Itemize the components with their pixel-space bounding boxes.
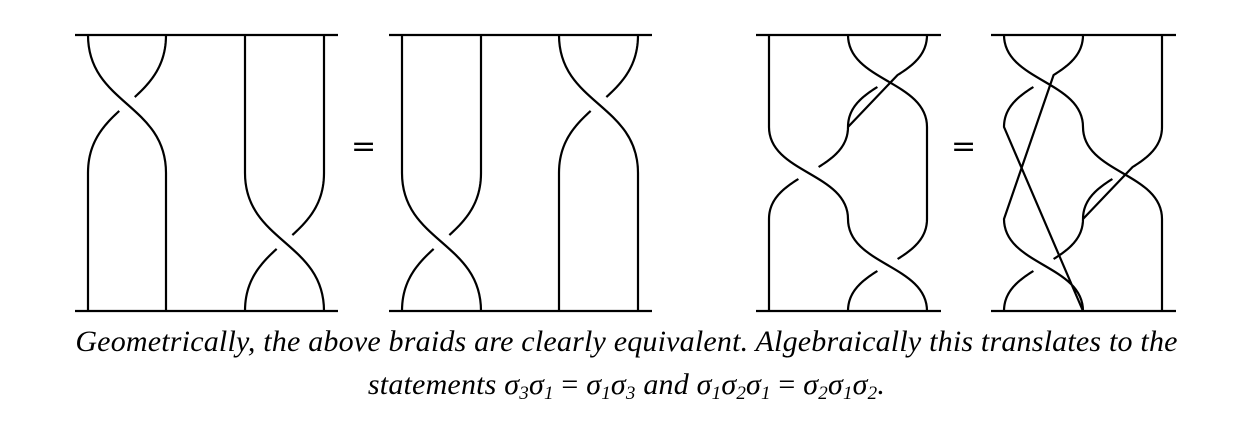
relation-equals: = [553, 368, 587, 401]
rhs-generator: $\sigma_3$ [610, 368, 636, 404]
strand-2 [848, 35, 927, 311]
caption-period: . [877, 368, 886, 401]
relation-commuting [504, 368, 636, 404]
caption-line-2 [0, 368, 1253, 405]
braid-sigma2-sigma1-sigma2 [991, 35, 1176, 311]
relation-equals: = [770, 368, 804, 401]
strand-3 [1004, 35, 1162, 311]
lhs-generator: $\sigma_2$ [721, 368, 747, 404]
braid-sigma3-sigma1 [75, 35, 338, 311]
relation-braid [696, 368, 878, 404]
equals-sign-1: = [351, 129, 377, 164]
braid-sigma1-sigma2-sigma1 [756, 35, 941, 311]
strand-2 [1004, 35, 1083, 311]
strand-1 [1004, 35, 1162, 311]
equals-sign-2: = [951, 129, 977, 164]
rhs-generator: $\sigma_2$ [803, 368, 828, 404]
strand-1 [769, 35, 927, 311]
rhs-generator: $\sigma_1$ [586, 368, 611, 404]
rhs-generator: $\sigma_1$ [827, 368, 853, 404]
caption-text-1: Geometrically, the above braids are clearly equivalent. Algebraically this translates to the [75, 325, 1178, 358]
strand-3 [769, 35, 927, 311]
caption-line-1 [0, 325, 1253, 359]
caption-statements: statements [367, 368, 497, 401]
lhs-generator: $\sigma_1$ [528, 368, 554, 404]
lhs-generator: $\sigma_1$ [746, 368, 771, 404]
caption-and: and [643, 368, 689, 401]
braid-sigma1-sigma3 [389, 35, 652, 311]
rhs-generator: $\sigma_2$ [852, 368, 878, 404]
lhs-generator: $\sigma_1$ [696, 368, 722, 404]
lhs-generator: $\sigma_3$ [504, 368, 529, 404]
